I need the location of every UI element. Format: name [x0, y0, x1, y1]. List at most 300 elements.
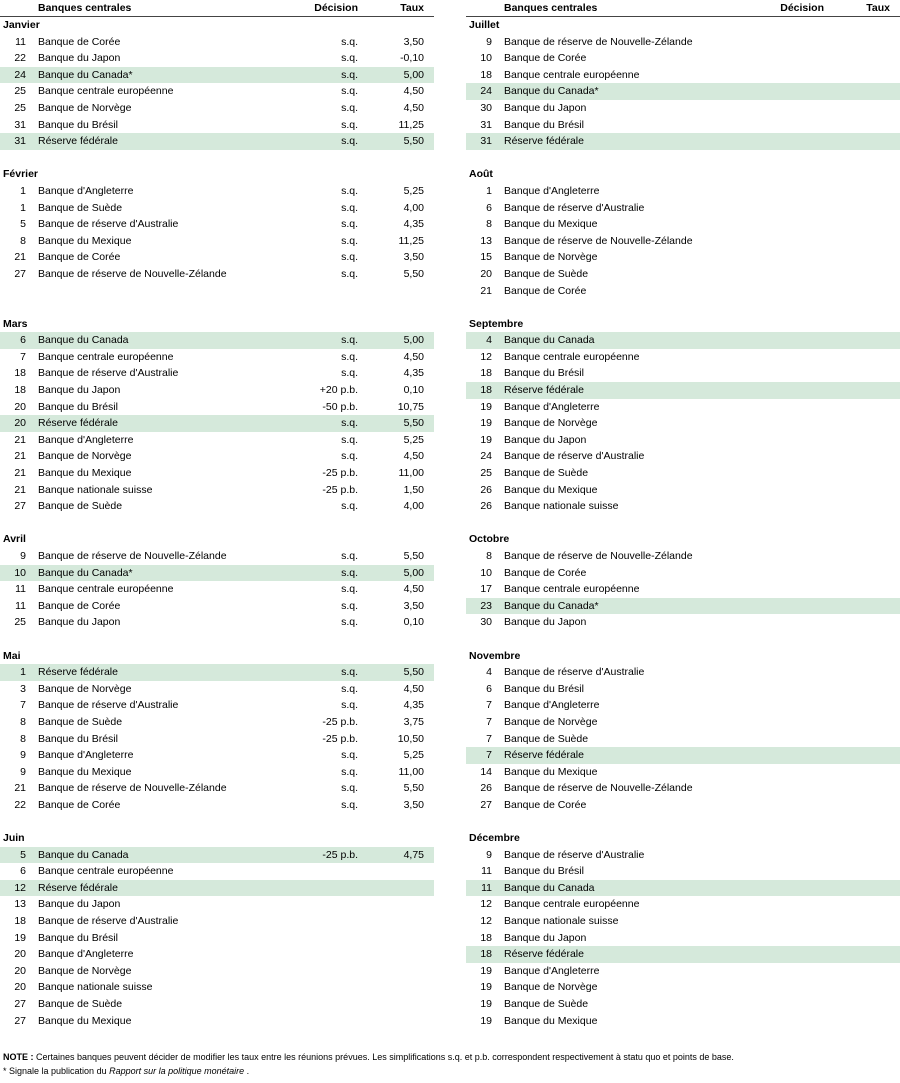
row-bank: Banque de réserve de Nouvelle-Zélande: [38, 550, 227, 562]
row-decision: s.q.: [341, 135, 358, 148]
table-row: [466, 731, 900, 748]
row-bank: Banque de réserve de Nouvelle-Zélande: [504, 234, 693, 247]
table-header-right: [466, 0, 900, 17]
row-rate: 4,35: [403, 218, 424, 231]
row-bank: Banque du Japon: [38, 384, 121, 397]
table-row: [466, 50, 900, 67]
table-row: [0, 332, 434, 349]
row-decision: s.q.: [341, 782, 358, 795]
table-row: [0, 465, 434, 482]
note-label: NOTE :: [3, 1052, 34, 1062]
row-day: 8: [20, 234, 26, 247]
month-heading: Décembre: [469, 832, 520, 845]
row-bank: Banque d'Angleterre: [38, 749, 134, 762]
row-bank: Réserve fédérale: [504, 749, 584, 762]
row-bank: Banque centrale européenne: [38, 865, 174, 878]
row-bank: Banque du Japon: [504, 433, 587, 446]
row-rate: 11,00: [398, 467, 424, 480]
row-bank: Banque de réserve de Nouvelle-Zélande: [504, 782, 693, 795]
row-bank: Banque de réserve d'Australie: [38, 915, 179, 928]
row-rate: 11,00: [398, 765, 424, 778]
row-rate: 5,50: [403, 135, 424, 148]
row-bank: Banque d'Angleterre: [504, 400, 600, 413]
row-bank: Banque du Brésil: [504, 682, 584, 695]
month-heading: Janvier: [3, 19, 40, 31]
row-day: 30: [480, 616, 492, 629]
row-rate: 5,00: [403, 334, 424, 347]
row-bank: Banque de réserve d'Australie: [38, 218, 179, 231]
table-row: [466, 979, 900, 996]
row-decision: -25 p.b.: [322, 715, 358, 728]
row-day: 18: [480, 68, 492, 81]
row-day: 18: [14, 384, 26, 397]
row-bank: Banque centrale européenne: [504, 583, 640, 596]
row-bank: Banque du Mexique: [504, 218, 598, 231]
row-bank: Banque de Norvège: [504, 417, 598, 430]
row-day: 31: [14, 135, 26, 148]
row-rate: 3,50: [403, 251, 424, 264]
row-bank: Banque de Suède: [38, 500, 123, 513]
table-row: [466, 963, 900, 980]
table-row: [0, 963, 434, 980]
table-row: [0, 681, 434, 698]
row-day: 7: [486, 699, 492, 712]
row-day: 25: [14, 85, 26, 98]
row-day: 13: [14, 898, 26, 911]
table-row: [0, 200, 434, 217]
row-decision: s.q.: [341, 765, 358, 778]
row-day: 12: [480, 915, 492, 928]
row-day: 9: [486, 35, 492, 48]
row-rate: 10,75: [397, 400, 424, 413]
row-rate: 4,00: [403, 500, 424, 513]
row-day: 27: [14, 998, 26, 1011]
row-day: 17: [480, 583, 492, 596]
row-bank: Banque nationale suisse: [38, 483, 153, 496]
row-decision: s.q.: [341, 184, 358, 197]
row-bank: Banque d'Angleterre: [38, 184, 134, 197]
row-rate: 5,25: [403, 749, 424, 762]
row-day: 21: [14, 450, 26, 463]
table-row: [0, 913, 434, 930]
row-decision: s.q.: [341, 699, 358, 712]
row-day: 19: [480, 433, 492, 446]
row-rate: 1,50: [403, 483, 424, 496]
row-rate: 3,50: [403, 599, 424, 612]
row-bank: Réserve fédérale: [504, 135, 584, 148]
month-heading: Octobre: [469, 533, 510, 546]
row-day: 9: [20, 765, 26, 778]
table-row: [466, 117, 900, 134]
row-day: 31: [480, 135, 492, 148]
row-rate: 5,50: [403, 550, 424, 562]
row-bank: Banque du Mexique: [38, 1014, 132, 1027]
row-bank: Banque de Norvège: [38, 450, 132, 463]
row-bank: Banque du Brésil: [504, 367, 584, 380]
table-row: [466, 847, 900, 864]
row-day: 21: [14, 483, 26, 496]
row-bank: Banque de Suède: [504, 732, 589, 745]
row-bank: Banque de Suède: [504, 267, 589, 280]
row-day: 25: [480, 467, 492, 480]
table-row: [466, 946, 900, 963]
row-rate: 5,00: [403, 566, 424, 579]
row-day: 7: [20, 699, 26, 712]
row-bank: Banque d'Angleterre: [38, 433, 134, 446]
section-gap: [466, 515, 900, 532]
row-bank: Banque de Norvège: [38, 682, 132, 695]
row-rate: 4,50: [403, 450, 424, 463]
row-bank: Banque de Suède: [38, 201, 123, 214]
row-day: 20: [14, 964, 26, 977]
row-decision: s.q.: [341, 500, 358, 513]
row-day: 9: [20, 749, 26, 762]
table-row: [0, 979, 434, 996]
row-rate: 4,35: [403, 367, 424, 380]
row-rate: 5,25: [403, 433, 424, 446]
row-bank: Banque du Mexique: [504, 1014, 598, 1027]
row-bank: Banque de Corée: [38, 599, 121, 612]
row-day: 7: [486, 715, 492, 728]
table-row: [0, 117, 434, 134]
row-day: 26: [480, 483, 492, 496]
row-decision: s.q.: [341, 666, 358, 679]
row-day: 8: [20, 715, 26, 728]
row-decision: s.q.: [341, 334, 358, 347]
row-day: 25: [14, 616, 26, 629]
row-bank: Banque de réserve d'Australie: [38, 699, 179, 712]
row-bank: Réserve fédérale: [38, 417, 118, 430]
row-rate: 4,00: [403, 201, 424, 214]
row-decision: s.q.: [341, 367, 358, 380]
row-day: 1: [20, 201, 26, 214]
row-bank: Banque de réserve d'Australie: [504, 450, 645, 463]
row-bank: Banque centrale européenne: [504, 68, 640, 81]
row-day: 18: [480, 931, 492, 944]
footnote-prefix: * Signale la publication du: [3, 1066, 110, 1076]
table-row: [0, 880, 434, 897]
table-row: [466, 448, 900, 465]
row-rate: 4,50: [403, 350, 424, 363]
table-row: [466, 100, 900, 117]
row-day: 25: [14, 101, 26, 114]
row-rate: 5,00: [403, 68, 424, 81]
month-heading: Juillet: [469, 19, 500, 31]
row-day: 11: [15, 35, 26, 48]
row-day: 12: [480, 350, 492, 363]
table-row: [0, 764, 434, 781]
table-row: [0, 399, 434, 416]
row-bank: Réserve fédérale: [38, 666, 118, 679]
row-day: 11: [15, 599, 26, 612]
table-row: [466, 399, 900, 416]
table-row: [466, 365, 900, 382]
row-day: 12: [14, 881, 26, 894]
table-row: [0, 100, 434, 117]
row-day: 19: [480, 400, 492, 413]
row-day: 11: [481, 865, 492, 878]
row-day: 20: [14, 417, 26, 430]
footnote-line: [3, 1063, 897, 1079]
row-day: 21: [14, 467, 26, 480]
table-row: [0, 498, 434, 515]
row-bank: Banque de Norvège: [38, 101, 132, 114]
table-row: [466, 797, 900, 814]
row-day: 19: [480, 964, 492, 977]
table-row: [0, 67, 434, 84]
month-heading: Août: [469, 168, 493, 181]
row-day: 20: [14, 981, 26, 994]
row-rate: 11,25: [398, 118, 424, 131]
row-day: 26: [480, 500, 492, 513]
row-bank: Banque de Suède: [38, 998, 123, 1011]
row-day: 4: [486, 666, 492, 679]
row-rate: 3,50: [403, 35, 424, 48]
row-day: 1: [20, 666, 26, 679]
table-row: [0, 365, 434, 382]
row-day: 27: [14, 500, 26, 513]
row-bank: Banque de Norvège: [504, 981, 598, 994]
row-bank: Banque du Japon: [38, 898, 121, 911]
row-decision: s.q.: [341, 417, 358, 430]
table-row: [466, 598, 900, 615]
table-row: [466, 498, 900, 515]
row-bank: Banque du Brésil: [38, 118, 118, 131]
row-bank: Banque nationale suisse: [504, 915, 619, 928]
row-decision: s.q.: [341, 68, 358, 81]
row-bank: Banque nationale suisse: [38, 981, 153, 994]
table-row: [466, 780, 900, 797]
table-row: [466, 133, 900, 150]
table-row: [0, 581, 434, 598]
row-bank: Réserve fédérale: [38, 135, 118, 148]
row-day: 3: [20, 682, 26, 695]
month-heading: Mai: [3, 649, 21, 662]
row-day: 18: [14, 367, 26, 380]
row-rate: 0,10: [403, 384, 424, 397]
row-day: 1: [20, 184, 26, 197]
table-row: [466, 266, 900, 283]
row-bank: Banque du Canada: [38, 334, 129, 347]
table-row: [466, 697, 900, 714]
table-row: [466, 332, 900, 349]
table-row: [466, 930, 900, 947]
row-day: 24: [14, 68, 26, 81]
row-day: 24: [480, 85, 492, 98]
section-gap: [466, 814, 900, 831]
row-day: 18: [14, 915, 26, 928]
section-gap: [466, 631, 900, 648]
row-rate: 10,50: [397, 732, 424, 745]
table-row: [466, 565, 900, 582]
table-row: [466, 349, 900, 366]
table-row: [466, 482, 900, 499]
row-day: 20: [14, 948, 26, 961]
row-bank: Banque de Suède: [504, 467, 589, 480]
row-bank: Banque de réserve de Nouvelle-Zélande: [504, 35, 693, 48]
row-bank: Banque de Corée: [504, 284, 587, 297]
row-bank: Banque du Canada*: [504, 599, 599, 612]
row-day: 6: [486, 201, 492, 214]
row-day: 21: [14, 782, 26, 795]
row-bank: Banque d'Angleterre: [504, 699, 600, 712]
row-rate: 3,50: [403, 798, 424, 811]
row-day: 23: [480, 599, 492, 612]
table-row: [466, 465, 900, 482]
section-gap: [0, 515, 434, 532]
table-row: [0, 664, 434, 681]
row-rate: 5,50: [403, 267, 424, 280]
row-decision: -25 p.b.: [322, 848, 358, 861]
row-bank: Banque du Mexique: [504, 765, 598, 778]
row-bank: Banque du Brésil: [504, 865, 584, 878]
row-decision: -50 p.b.: [322, 400, 358, 413]
section-gap: [0, 150, 434, 167]
row-day: 12: [480, 898, 492, 911]
row-day: 22: [14, 52, 26, 65]
row-day: 1: [486, 184, 492, 197]
table-header-left: [0, 0, 434, 17]
row-bank: Banque de réserve d'Australie: [504, 848, 645, 861]
row-bank: Banque de Norvège: [504, 251, 598, 264]
table-row: [0, 1013, 434, 1030]
row-decision: s.q.: [341, 218, 358, 231]
row-bank: Banque de Corée: [38, 35, 121, 48]
row-day: 21: [480, 284, 492, 297]
row-rate: 4,50: [403, 85, 424, 98]
row-decision: s.q.: [341, 52, 358, 65]
row-bank: Banque de Corée: [38, 251, 121, 264]
row-decision: s.q.: [341, 433, 358, 446]
row-decision: s.q.: [341, 118, 358, 131]
table-row: [0, 349, 434, 366]
row-bank: Banque du Japon: [38, 616, 121, 629]
section-gap: [466, 299, 900, 316]
row-bank: Banque centrale européenne: [504, 350, 640, 363]
row-bank: Banque du Canada*: [504, 85, 599, 98]
row-decision: s.q.: [341, 101, 358, 114]
row-rate: 4,50: [403, 101, 424, 114]
table-row: [466, 67, 900, 84]
table-row: [466, 183, 900, 200]
row-decision: s.q.: [341, 798, 358, 811]
row-bank: Banque du Canada*: [38, 68, 133, 81]
note-text: Certaines banques peuvent décider de modifier les taux entre les réunions prévues. Les simplifications s.q. et p.b. correspondent respectivement à statu quo et points de base.: [33, 1052, 734, 1062]
table-row: [0, 565, 434, 582]
row-rate: 4,50: [403, 682, 424, 695]
header-rate: Taux: [400, 2, 424, 14]
table-row: [0, 83, 434, 100]
row-bank: Banque du Japon: [38, 52, 121, 65]
row-bank: Banque d'Angleterre: [504, 184, 600, 197]
row-day: 21: [14, 251, 26, 264]
row-bank: Banque du Japon: [504, 931, 587, 944]
right-column: [466, 0, 900, 1029]
table-row: [466, 714, 900, 731]
row-bank: Banque du Canada: [504, 334, 595, 347]
row-rate: 5,50: [403, 666, 424, 679]
row-rate: 5,25: [403, 184, 424, 197]
table-row: [0, 34, 434, 51]
row-day: 7: [486, 732, 492, 745]
row-rate: -0,10: [400, 52, 424, 65]
row-bank: Banque de réserve de Nouvelle-Zélande: [38, 267, 227, 280]
row-rate: 4,50: [403, 583, 424, 596]
row-decision: s.q.: [341, 682, 358, 695]
row-day: 10: [480, 566, 492, 579]
table-row: [0, 896, 434, 913]
row-day: 20: [480, 267, 492, 280]
table-row: [466, 283, 900, 300]
left-column: [0, 0, 434, 1029]
row-day: 8: [20, 732, 26, 745]
section-gap: [0, 631, 434, 648]
row-bank: Banque du Canada*: [38, 566, 133, 579]
row-bank: Banque de réserve d'Australie: [504, 201, 645, 214]
row-bank: Banque du Brésil: [38, 732, 118, 745]
row-day: 11: [15, 583, 26, 596]
table-row: [466, 664, 900, 681]
section-gap: [0, 299, 434, 316]
table-row: [0, 283, 434, 300]
table-row: [466, 996, 900, 1013]
right-body: [466, 17, 900, 1029]
table-row: [0, 946, 434, 963]
header-rate: Taux: [866, 2, 890, 14]
row-day: 19: [480, 981, 492, 994]
row-decision: s.q.: [341, 450, 358, 463]
row-rate: 4,35: [403, 699, 424, 712]
row-day: 27: [14, 1014, 26, 1027]
row-day: 14: [480, 765, 492, 778]
row-bank: Banque de Norvège: [504, 715, 598, 728]
row-day: 27: [480, 798, 492, 811]
row-bank: Banque du Mexique: [38, 467, 132, 480]
row-day: 19: [480, 1014, 492, 1027]
row-day: 18: [480, 384, 492, 397]
row-rate: 5,50: [403, 417, 424, 430]
table-row: [466, 764, 900, 781]
table-row: [466, 1013, 900, 1030]
row-rate: 11,25: [398, 234, 424, 247]
row-bank: Banque de Corée: [38, 798, 121, 811]
table-row: [0, 747, 434, 764]
table-row: [0, 382, 434, 399]
table-row: [0, 249, 434, 266]
table-row: [0, 133, 434, 150]
row-day: 11: [481, 881, 492, 894]
row-bank: Banque de Suède: [38, 715, 123, 728]
row-decision: s.q.: [341, 234, 358, 247]
row-day: 19: [14, 931, 26, 944]
table-row: [0, 482, 434, 499]
table-row: [466, 83, 900, 100]
month-heading: Novembre: [469, 649, 521, 662]
table-row: [466, 681, 900, 698]
row-bank: Banque de Corée: [504, 52, 587, 65]
row-decision: +20 p.b.: [319, 384, 358, 397]
month-heading: Mars: [3, 317, 28, 330]
table-row: [0, 780, 434, 797]
table-row: [0, 183, 434, 200]
row-decision: s.q.: [341, 267, 358, 280]
row-day: 4: [486, 334, 492, 347]
table-row: [0, 548, 434, 565]
row-bank: Banque nationale suisse: [504, 500, 619, 513]
row-bank: Banque du Canada: [504, 881, 595, 894]
table-row: [466, 34, 900, 51]
row-day: 13: [480, 234, 492, 247]
